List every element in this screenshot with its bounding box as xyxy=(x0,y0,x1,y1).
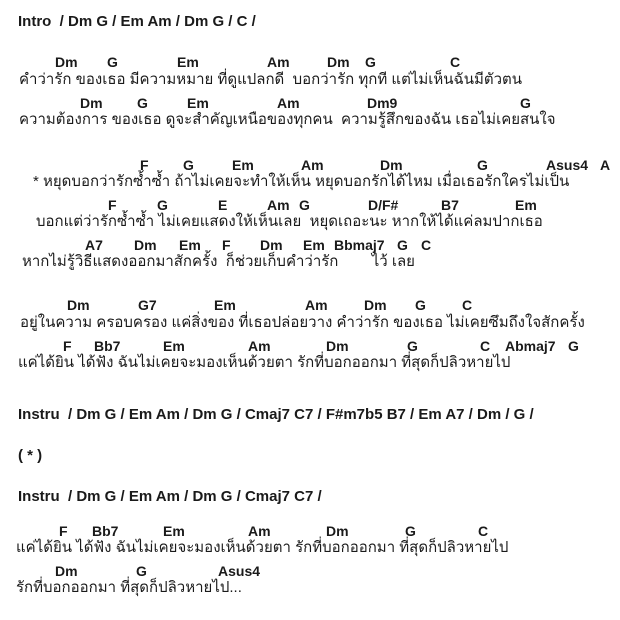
chord-symbol: G xyxy=(520,95,531,111)
section-line xyxy=(0,13,620,33)
lyric-text: หากไม่รู้วิธีแสดงออกมาสักครั้ง ก็ช่วยเก็บคำว่ารัก ไว้ เลย xyxy=(22,253,415,270)
lyric-line xyxy=(0,110,620,130)
chord-symbol: Em xyxy=(303,237,325,253)
lyric-line xyxy=(0,172,620,192)
chord-symbol: G xyxy=(157,197,168,213)
section-label: Instru / Dm G / Em Am / Dm G / Cmaj7 C7 / F#m7b5 B7 / Em A7 / Dm / G / xyxy=(18,406,534,423)
chord-symbol: Am xyxy=(301,157,324,173)
section-label: ( * ) xyxy=(18,447,43,464)
chord-symbol: G xyxy=(568,338,579,354)
chord-symbol: Am xyxy=(267,197,290,213)
chord-symbol: Dm xyxy=(67,297,90,313)
chord-symbol: C xyxy=(480,338,491,354)
chord-symbol: G xyxy=(405,523,416,539)
chord-symbol: C xyxy=(478,523,489,539)
section-label: Instru / Dm G / Em Am / Dm G / Cmaj7 C7 / xyxy=(18,488,322,505)
chord-symbol: Bb7 xyxy=(92,523,119,539)
chord-symbol: Asus4 xyxy=(546,157,589,173)
chord-symbol: B7 xyxy=(441,197,459,213)
lyric-line xyxy=(0,578,620,598)
chord-symbol: Dm xyxy=(326,338,349,354)
chord-symbol: Dm xyxy=(327,54,350,70)
chord-symbol: Dm9 xyxy=(367,95,398,111)
chord-symbol: A xyxy=(600,157,611,173)
chord-symbol: C xyxy=(421,237,432,253)
chord-symbol: Am xyxy=(305,297,328,313)
chord-symbol: G xyxy=(136,563,147,579)
lyric-line xyxy=(0,212,620,232)
chord-symbol: Em xyxy=(214,297,236,313)
chord-symbol: Dm xyxy=(134,237,157,253)
chord-symbol: Dm xyxy=(80,95,103,111)
chord-symbol: G xyxy=(299,197,310,213)
chord-symbol: Asus4 xyxy=(218,563,261,579)
chord-symbol: Em xyxy=(179,237,201,253)
chord-symbol: G xyxy=(107,54,118,70)
chord-symbol: F xyxy=(140,157,149,173)
chord-symbol: D/F# xyxy=(368,197,399,213)
lyric-line xyxy=(0,252,620,272)
lyric-line xyxy=(0,70,620,90)
lyric-text: * หยุดบอกว่ารักซ้ำซ้ำ ถ้าไม่เคยจะทำให้เห็น หยุดบอกรักได้ไหม เมื่อเธอรักใครไม่เป็น xyxy=(33,173,570,190)
chord-symbol: G xyxy=(183,157,194,173)
chord-symbol: Bb7 xyxy=(94,338,121,354)
chord-symbol: Am xyxy=(248,523,271,539)
chord-symbol: F xyxy=(59,523,68,539)
chord-symbol: Dm xyxy=(364,297,387,313)
chord-symbol: Abmaj7 xyxy=(505,338,556,354)
lyric-line xyxy=(0,538,620,558)
chord-symbol: G xyxy=(137,95,148,111)
chord-symbol: Dm xyxy=(326,523,349,539)
lyric-text: ความต้องการ ของเธอ ดูจะสำคัญเหนือของทุกคน ความรู้สึกของฉัน เธอไม่เคยสนใจ xyxy=(19,111,556,128)
chord-symbol: Am xyxy=(267,54,290,70)
lyric-text: อยู่ในความ ครอบครอง แค่สิ่งของ ที่เธอปล่อยวาง คำว่ารัก ของเธอ ไม่เคยซึมถึงใจสักครั้ง xyxy=(20,314,585,331)
section-line xyxy=(0,406,620,426)
chord-symbol: G xyxy=(477,157,488,173)
lyric-text: บอกแต่ว่ารักซ้ำซ้ำ ไม่เคยแสดงให้เห็นเลย หยุดเถอะนะ หากให้ได้แค่ลมปากเธอ xyxy=(36,213,543,230)
chord-symbol: Em xyxy=(177,54,199,70)
chord-symbol: Em xyxy=(187,95,209,111)
section-line xyxy=(0,488,620,508)
chord-symbol: G xyxy=(365,54,376,70)
lyric-text: แค่ได้ยิน ได้ฟัง ฉันไม่เคยจะมองเห็นด้วยตา รักที่บอกออกมา ที่สุดก็ปลิวหายไป xyxy=(18,354,511,371)
lyric-line xyxy=(0,313,620,333)
chord-symbol: Em xyxy=(163,338,185,354)
chord-symbol: Dm xyxy=(55,54,78,70)
section-line xyxy=(0,447,620,467)
chord-symbol: A7 xyxy=(85,237,103,253)
chord-symbol: F xyxy=(63,338,72,354)
lyric-text: รักที่บอกออกมา ที่สุดก็ปลิวหายไป... xyxy=(16,579,242,596)
chord-symbol: Dm xyxy=(260,237,283,253)
chord-symbol: Dm xyxy=(55,563,78,579)
section-label: Intro / Dm G / Em Am / Dm G / C / xyxy=(18,13,256,30)
chord-symbol: Bbmaj7 xyxy=(334,237,385,253)
chord-symbol: Am xyxy=(248,338,271,354)
chord-symbol: G xyxy=(407,338,418,354)
lyric-text: แค่ได้ยิน ได้ฟัง ฉันไม่เคยจะมองเห็นด้วยตา รักที่บอกออกมา ที่สุดก็ปลิวหายไป xyxy=(16,539,509,556)
chord-symbol: F xyxy=(108,197,117,213)
chord-symbol: Dm xyxy=(380,157,403,173)
chord-symbol: Am xyxy=(277,95,300,111)
chord-symbol: G7 xyxy=(138,297,157,313)
chord-symbol: Em xyxy=(232,157,254,173)
chord-symbol: Em xyxy=(163,523,185,539)
chord-symbol: Em xyxy=(515,197,537,213)
chord-symbol: G xyxy=(397,237,408,253)
chord-symbol: F xyxy=(222,237,231,253)
chord-symbol: C xyxy=(450,54,461,70)
lyric-text: คำว่ารัก ของเธอ มีความหมาย ที่ดูแปลกดี บอกว่ารัก ทุกที แต่ไม่เห็นฉันมีตัวตน xyxy=(19,71,523,88)
chord-symbol: E xyxy=(218,197,228,213)
chord-symbol: C xyxy=(462,297,473,313)
chord-symbol: G xyxy=(415,297,426,313)
lyric-line xyxy=(0,353,620,373)
